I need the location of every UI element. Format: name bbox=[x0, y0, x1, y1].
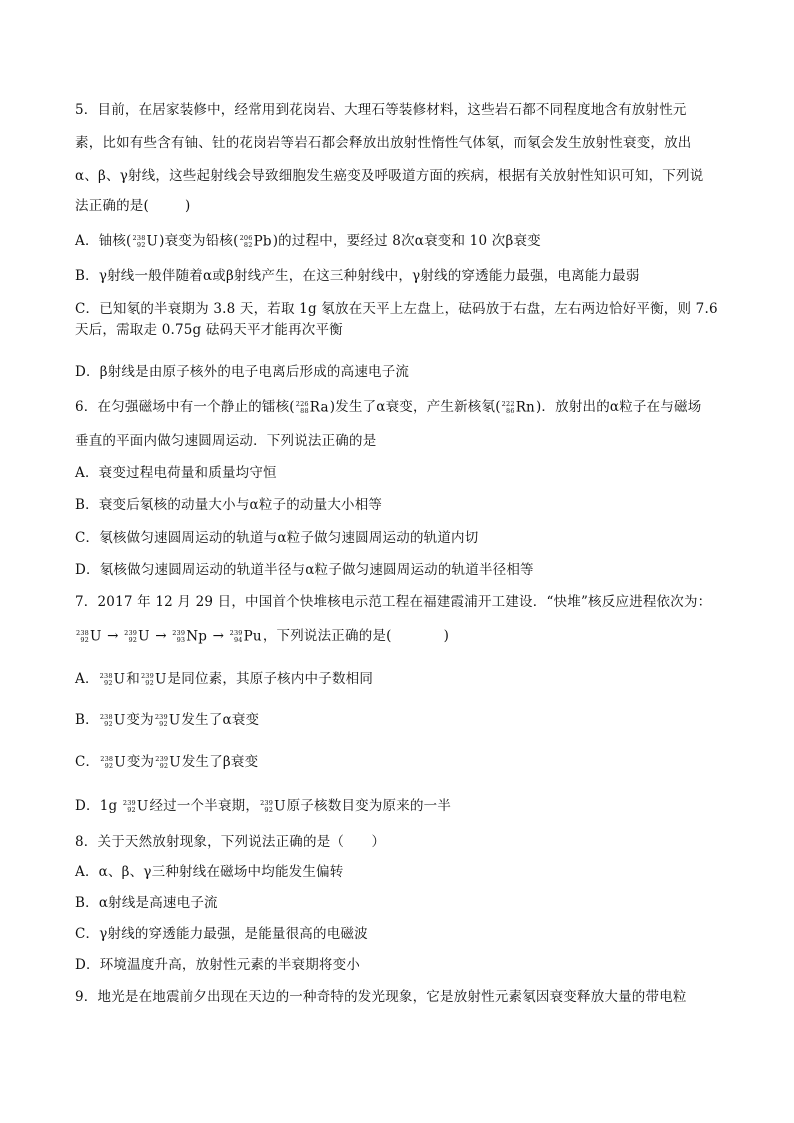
q5-option-a bbox=[75, 231, 541, 251]
nuclide-u238 bbox=[99, 711, 126, 728]
element-symbol: Ra bbox=[309, 398, 329, 415]
atomic-number: 94 bbox=[233, 635, 243, 644]
reaction-arrow-icon: → bbox=[212, 628, 225, 644]
q5-option-d: D．β射线是由原子核外的电子电离后形成的高速电子流 bbox=[75, 364, 410, 380]
atomic-number: 92 bbox=[104, 761, 114, 770]
nuclide-u238 bbox=[99, 670, 126, 687]
nuclide-u239 bbox=[155, 753, 181, 770]
element-symbol: Rn bbox=[515, 398, 535, 415]
q6-stem-line-1 bbox=[75, 397, 701, 417]
nuclide-ra226 bbox=[295, 398, 329, 415]
q9-stem-line-1: 9．地光是在地震前夕出现在天边的一种奇特的发光现象，它是放射性元素氡因衰变释放大量的带电粒 bbox=[75, 989, 687, 1005]
option-letter: A． bbox=[75, 671, 99, 687]
element-symbol: U bbox=[113, 711, 126, 728]
stem-text: 6．在匀强磁场中有一个静止的镭核( bbox=[75, 399, 295, 415]
option-text: 变为 bbox=[126, 754, 155, 770]
option-text: 变为 bbox=[126, 712, 154, 728]
element-symbol: U bbox=[138, 627, 150, 644]
stem-text: )．放射出的α粒子在与磁场 bbox=[535, 399, 702, 415]
element-symbol: U bbox=[169, 753, 181, 770]
atomic-number: 92 bbox=[136, 240, 146, 249]
reaction-arrow-icon: → bbox=[107, 628, 119, 644]
option-text: )的过程中，要经过 8次α衰变和 10 次β衰变 bbox=[272, 233, 541, 249]
q5-stem-line-1: 5．目前，在居家装修中，经常用到花岗岩、大理石等装修材料，这些岩石都不同程度地含有放射性元 bbox=[75, 102, 687, 118]
element-symbol: U bbox=[146, 232, 159, 249]
nuclide-u239 bbox=[260, 797, 286, 814]
q7-option-b bbox=[75, 710, 259, 730]
q5-stem-line-3: α、β、γ射线，这些起射线会导致细胞发生癌变及呼吸道方面的疾病，根据有关放射性知识可知，下列说 bbox=[75, 168, 704, 184]
q8-option-c: C．γ射线的穿透能力最强，是能量很高的电磁波 bbox=[75, 926, 368, 942]
nuclide-u239 bbox=[122, 797, 149, 814]
option-text: 发生了α衰变 bbox=[181, 712, 260, 728]
element-symbol: U bbox=[136, 797, 149, 814]
nuclide-u238 bbox=[76, 627, 102, 644]
atomic-number: 93 bbox=[176, 635, 186, 644]
mass-number: 239 bbox=[154, 712, 168, 721]
nuclide-rn222 bbox=[501, 398, 535, 415]
atomic-number: 92 bbox=[145, 678, 154, 687]
q5-stem-line-4 bbox=[75, 196, 190, 216]
option-text: 是同位素，其原子核内中子数相同 bbox=[167, 671, 374, 687]
element-symbol: Pu bbox=[243, 627, 262, 644]
nuclide-u238 bbox=[132, 232, 159, 249]
mass-number: 238 bbox=[99, 671, 113, 680]
option-letter: C． bbox=[75, 754, 100, 770]
stem-text: ，下列说法正确的是( bbox=[262, 628, 392, 644]
mass-number: 239 bbox=[172, 628, 186, 637]
q6-option-d: D．氡核做匀速圆周运动的轨道半径与α粒子做匀速圆周运动的轨道半径相等 bbox=[75, 562, 534, 578]
mass-number: 238 bbox=[132, 233, 146, 242]
option-text: 原子核数目变为原来的一半 bbox=[286, 798, 452, 814]
nuclide-u238 bbox=[100, 753, 126, 770]
option-letter: B． bbox=[75, 712, 99, 728]
element-symbol: U bbox=[168, 711, 181, 728]
option-text: 发生了β衰变 bbox=[181, 754, 259, 770]
q5-stem-text: 法正确的是( bbox=[75, 198, 149, 214]
option-text: 经过一个半衰期， bbox=[149, 798, 260, 814]
q6-stem-line-2: 垂直的平面内做匀速圆周运动．下列说法正确的是 bbox=[75, 433, 377, 449]
atomic-number: 92 bbox=[159, 761, 169, 770]
element-symbol: U bbox=[113, 670, 126, 687]
q5-option-c-line-2: 天后，需取走 0.75g 砝码天平才能再次平衡 bbox=[75, 322, 343, 338]
reaction-arrow-icon: → bbox=[155, 628, 167, 644]
element-symbol: Np bbox=[186, 627, 208, 644]
mass-number: 238 bbox=[99, 712, 113, 721]
q7-stem-line-1: 7．2017 年 12 月 29 日，中国首个快堆核电示范工程在福建霞浦开工建设．“快堆”核反应进程依次为： bbox=[75, 594, 712, 610]
q5-stem-close: ) bbox=[184, 198, 191, 214]
mass-number: 239 bbox=[124, 628, 138, 637]
atomic-number: 92 bbox=[159, 719, 168, 728]
q5-option-c-line-1: C．已知氡的半衰期为 3.8 天，若取 1g 氡放在天平上左盘上，砝码放于右盘，左右两边恰好平衡，则 7.6 bbox=[75, 301, 718, 317]
stem-close: ) bbox=[443, 628, 450, 644]
option-text: A．铀核( bbox=[75, 233, 132, 249]
mass-number: 238 bbox=[76, 628, 90, 637]
q8-stem: 8．关于天然放射现象，下列说法正确的是（ ） bbox=[75, 834, 386, 850]
element-symbol: U bbox=[154, 670, 167, 687]
mass-number: 222 bbox=[501, 399, 515, 408]
atomic-number: 92 bbox=[127, 805, 136, 814]
atomic-number: 92 bbox=[104, 678, 113, 687]
atomic-number: 92 bbox=[80, 635, 90, 644]
nuclide-u239 bbox=[124, 627, 150, 644]
atomic-number: 92 bbox=[128, 635, 138, 644]
q7-option-a bbox=[75, 669, 373, 689]
atomic-number: 86 bbox=[506, 406, 515, 415]
stem-text: )发生了α衰变，产生新核氡( bbox=[329, 399, 501, 415]
q7-reaction-line bbox=[75, 626, 449, 646]
element-symbol: U bbox=[114, 753, 126, 770]
q8-option-a: A．α、β、γ三种射线在磁场中均能发生偏转 bbox=[75, 864, 344, 880]
element-symbol: U bbox=[274, 797, 286, 814]
mass-number: 206 bbox=[239, 233, 253, 242]
q5-option-b: B．γ射线一般伴随着α或β射线产生，在这三种射线中，γ射线的穿透能力最强，电离能力最弱 bbox=[75, 268, 640, 284]
q7-option-d bbox=[75, 796, 451, 816]
mass-number: 239 bbox=[140, 671, 154, 680]
q6-option-c: C．氡核做匀速圆周运动的轨道与α粒子做匀速圆周运动的轨道内切 bbox=[75, 530, 479, 546]
mass-number: 226 bbox=[295, 399, 309, 408]
atomic-number: 88 bbox=[300, 406, 309, 415]
mass-number: 239 bbox=[155, 754, 169, 763]
nuclide-u239 bbox=[140, 670, 167, 687]
q8-option-d: D．环境温度升高，放射性元素的半衰期将变小 bbox=[75, 957, 361, 973]
q7-option-c bbox=[75, 752, 258, 772]
atomic-number: 82 bbox=[243, 240, 253, 249]
nuclide-np239 bbox=[172, 627, 208, 644]
mass-number: 239 bbox=[122, 798, 136, 807]
option-text: 和 bbox=[126, 671, 140, 687]
mass-number: 239 bbox=[260, 798, 274, 807]
nuclide-pu239 bbox=[229, 627, 262, 644]
nuclide-u239 bbox=[154, 711, 181, 728]
q6-option-a: A．衰变过程电荷量和质量均守恒 bbox=[75, 465, 277, 481]
q8-option-b: B．α射线是高速电子流 bbox=[75, 895, 218, 911]
element-symbol: Pb bbox=[253, 232, 272, 249]
nuclide-pb206 bbox=[239, 232, 272, 249]
option-text: )衰变为铅核( bbox=[159, 233, 239, 249]
q6-option-b: B．衰变后氡核的动量大小与α粒子的动量大小相等 bbox=[75, 497, 383, 513]
element-symbol: U bbox=[90, 627, 102, 644]
atomic-number: 92 bbox=[104, 719, 113, 728]
mass-number: 238 bbox=[100, 754, 114, 763]
q5-stem-line-2: 素，比如有些含有铀、钍的花岗岩等岩石都会释放出放射性惰性气体氡，而氡会发生放射性衰变，放出 bbox=[75, 135, 692, 151]
atomic-number: 92 bbox=[264, 805, 274, 814]
mass-number: 239 bbox=[229, 628, 243, 637]
option-letter: D．1g bbox=[75, 798, 118, 814]
